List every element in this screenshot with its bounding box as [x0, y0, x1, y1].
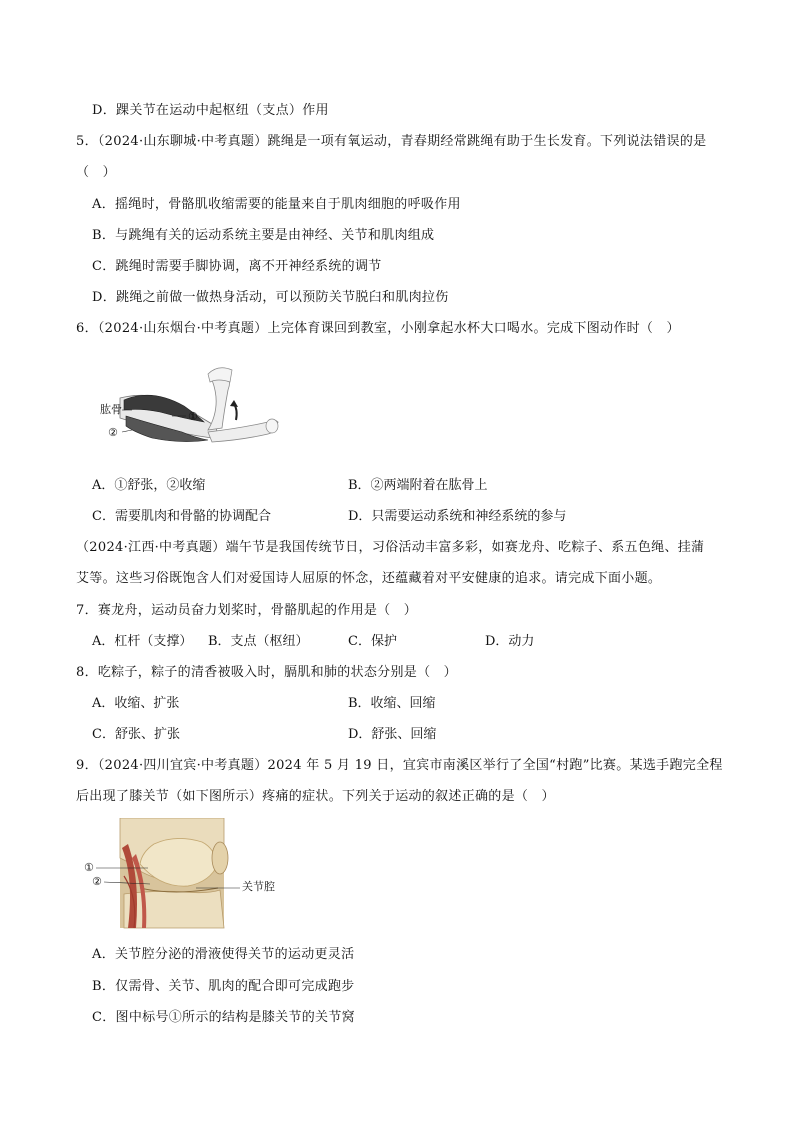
- q6-option-b: B．②两端附着在肱骨上: [348, 478, 488, 493]
- q4-option-d: D．踝关节在运动中起枢纽（支点）作用: [92, 103, 329, 118]
- q8-option-d: D．舒张、回缩: [348, 727, 437, 742]
- q5-option-a: A．摇绳时，骨骼肌收缩需要的能量来自于肌肉细胞的呼吸作用: [92, 197, 461, 212]
- q8-option-c: C．舒张、扩张: [92, 727, 180, 742]
- arm-label-humerus: 肱骨: [100, 403, 122, 416]
- q7-option-c: C．保护: [348, 634, 397, 649]
- q9-option-b: B．仅需骨、关节、肌肉的配合即可完成跑步: [92, 979, 355, 994]
- q8-stem: 8．吃粽子，粽子的清香被吸入时，膈肌和肺的状态分别是（ ）: [76, 665, 457, 680]
- arm-illustration: [112, 366, 282, 450]
- q7-stem: 7．赛龙舟，运动员奋力划桨时，骨骼肌起的作用是（ ）: [76, 603, 418, 618]
- q7-option-d: D．动力: [485, 634, 535, 649]
- group-intro-line1: （2024·江西·中考真题）端午节是我国传统节日，习俗活动丰富多彩，如赛龙舟、吃粽子、系五色绳、挂蒲: [76, 540, 705, 555]
- knee-diagram: [84, 818, 314, 930]
- q6-option-c: C．需要肌肉和骨骼的协调配合: [92, 509, 271, 524]
- q9-stem-line1: 9．（2024·四川宜宾·中考真题）2024 年 5 月 19 日，宜宾市南溪区举行了全国“村跑”比赛。某选手跑完全程: [76, 758, 723, 773]
- group-intro-line2: 艾等。这些习俗既饱含人们对爱国诗人屈原的怀念，还蕴藏着对平安健康的追求。请完成下面小题。: [76, 571, 662, 586]
- arm-label-1: ①: [188, 410, 198, 423]
- q8-option-b: B．收缩、回缩: [348, 696, 436, 711]
- knee-illustration: [84, 818, 314, 930]
- q9-option-a: A．关节腔分泌的滑液使得关节的运动更灵活: [92, 947, 355, 962]
- q6-option-a: A．①舒张，②收缩: [92, 478, 206, 493]
- q5-stem-line2: （ ）: [76, 165, 116, 180]
- q9-stem-line2: 后出现了膝关节（如下图所示）疼痛的症状。下列关于运动的叙述正确的是（ ）: [76, 789, 555, 804]
- arm-diagram: [100, 366, 282, 450]
- q7-option-a: A．杠杆（支撑）: [92, 634, 193, 649]
- q6-option-d: D．只需要运动系统和神经系统的参与: [348, 509, 567, 524]
- q9-option-c: C．图中标号①所示的结构是膝关节的关节窝: [92, 1010, 355, 1025]
- q7-option-b: B．支点（枢纽）: [208, 634, 309, 649]
- knee-label-2: ②: [92, 875, 102, 888]
- knee-label-joint-cavity: 关节腔: [242, 880, 275, 893]
- q5-option-d: D．跳绳之前做一做热身活动，可以预防关节脱臼和肌肉拉伤: [92, 290, 449, 305]
- q5-option-b: B．与跳绳有关的运动系统主要是由神经、关节和肌肉组成: [92, 228, 435, 243]
- q8-option-a: A．收缩、扩张: [92, 696, 180, 711]
- knee-label-1: ①: [84, 861, 94, 874]
- arm-label-2: ②: [108, 426, 118, 439]
- q6-stem: 6．（2024·山东烟台·中考真题）上完体育课回到教室，小刚拿起水杯大口喝水。完成下图动作时（ ）: [76, 321, 680, 336]
- q5-option-c: C．跳绳时需要手脚协调，离不开神经系统的调节: [92, 259, 382, 274]
- q5-stem-line1: 5．（2024·山东聊城·中考真题）跳绳是一项有氧运动，青春期经常跳绳有助于生长发育。下列说法错误的是: [76, 134, 707, 149]
